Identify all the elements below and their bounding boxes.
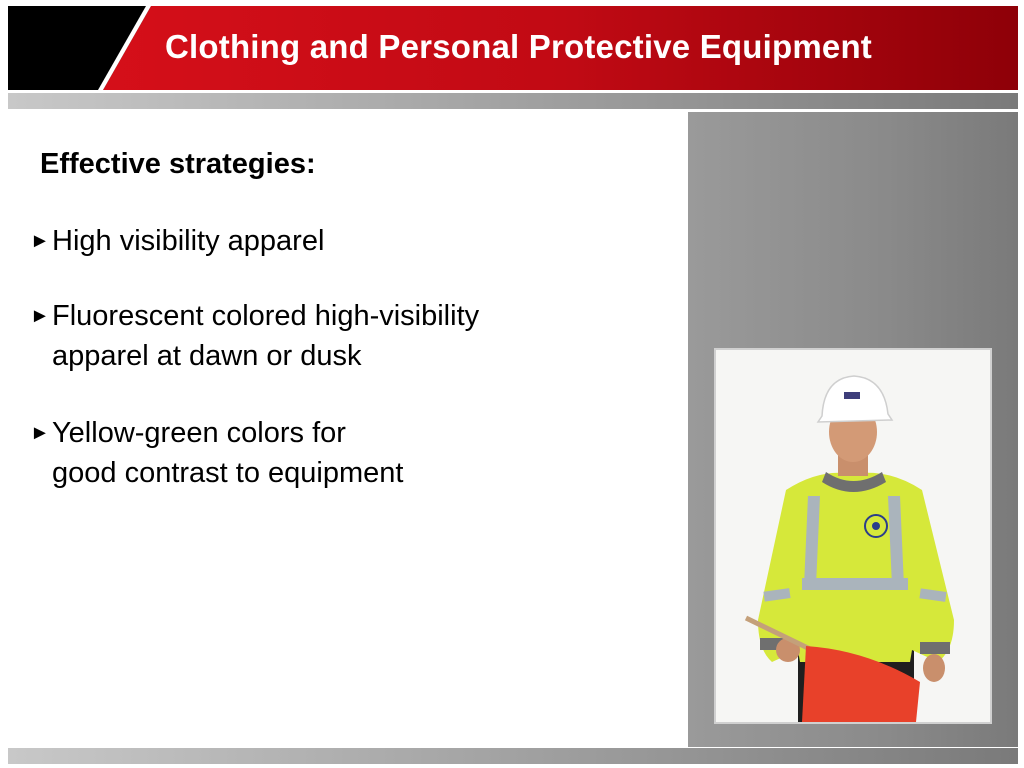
bullet-text bbox=[30, 296, 630, 376]
bullet-line: High visibility apparel bbox=[52, 225, 325, 257]
bullet-line: good contrast to equipment bbox=[52, 457, 404, 489]
slide-title: Clothing and Personal Protective Equipment bbox=[165, 28, 872, 65]
worker-illustration bbox=[716, 350, 990, 722]
bottom-divider-bar bbox=[8, 748, 1018, 764]
bullet-line: Fluorescent colored high-visibility bbox=[52, 300, 480, 332]
strategies-heading: Effective strategies: bbox=[40, 148, 316, 180]
bullet-arrow-icon: ► bbox=[30, 230, 50, 252]
bullet-item bbox=[30, 221, 630, 261]
bullet-text bbox=[30, 221, 630, 261]
bullet-line: apparel at dawn or dusk bbox=[52, 340, 362, 372]
bullet-text bbox=[30, 413, 630, 493]
worker-photo bbox=[714, 348, 992, 724]
slide-content bbox=[40, 145, 670, 183]
bullet-arrow-icon: ► bbox=[30, 305, 50, 327]
bullet-item bbox=[30, 413, 630, 493]
bullet-arrow-icon: ► bbox=[30, 422, 50, 444]
top-divider-bar bbox=[8, 93, 1018, 109]
bullet-line: Yellow-green colors for bbox=[52, 417, 346, 449]
title-bar bbox=[0, 0, 1024, 93]
bullet-item bbox=[30, 296, 630, 376]
